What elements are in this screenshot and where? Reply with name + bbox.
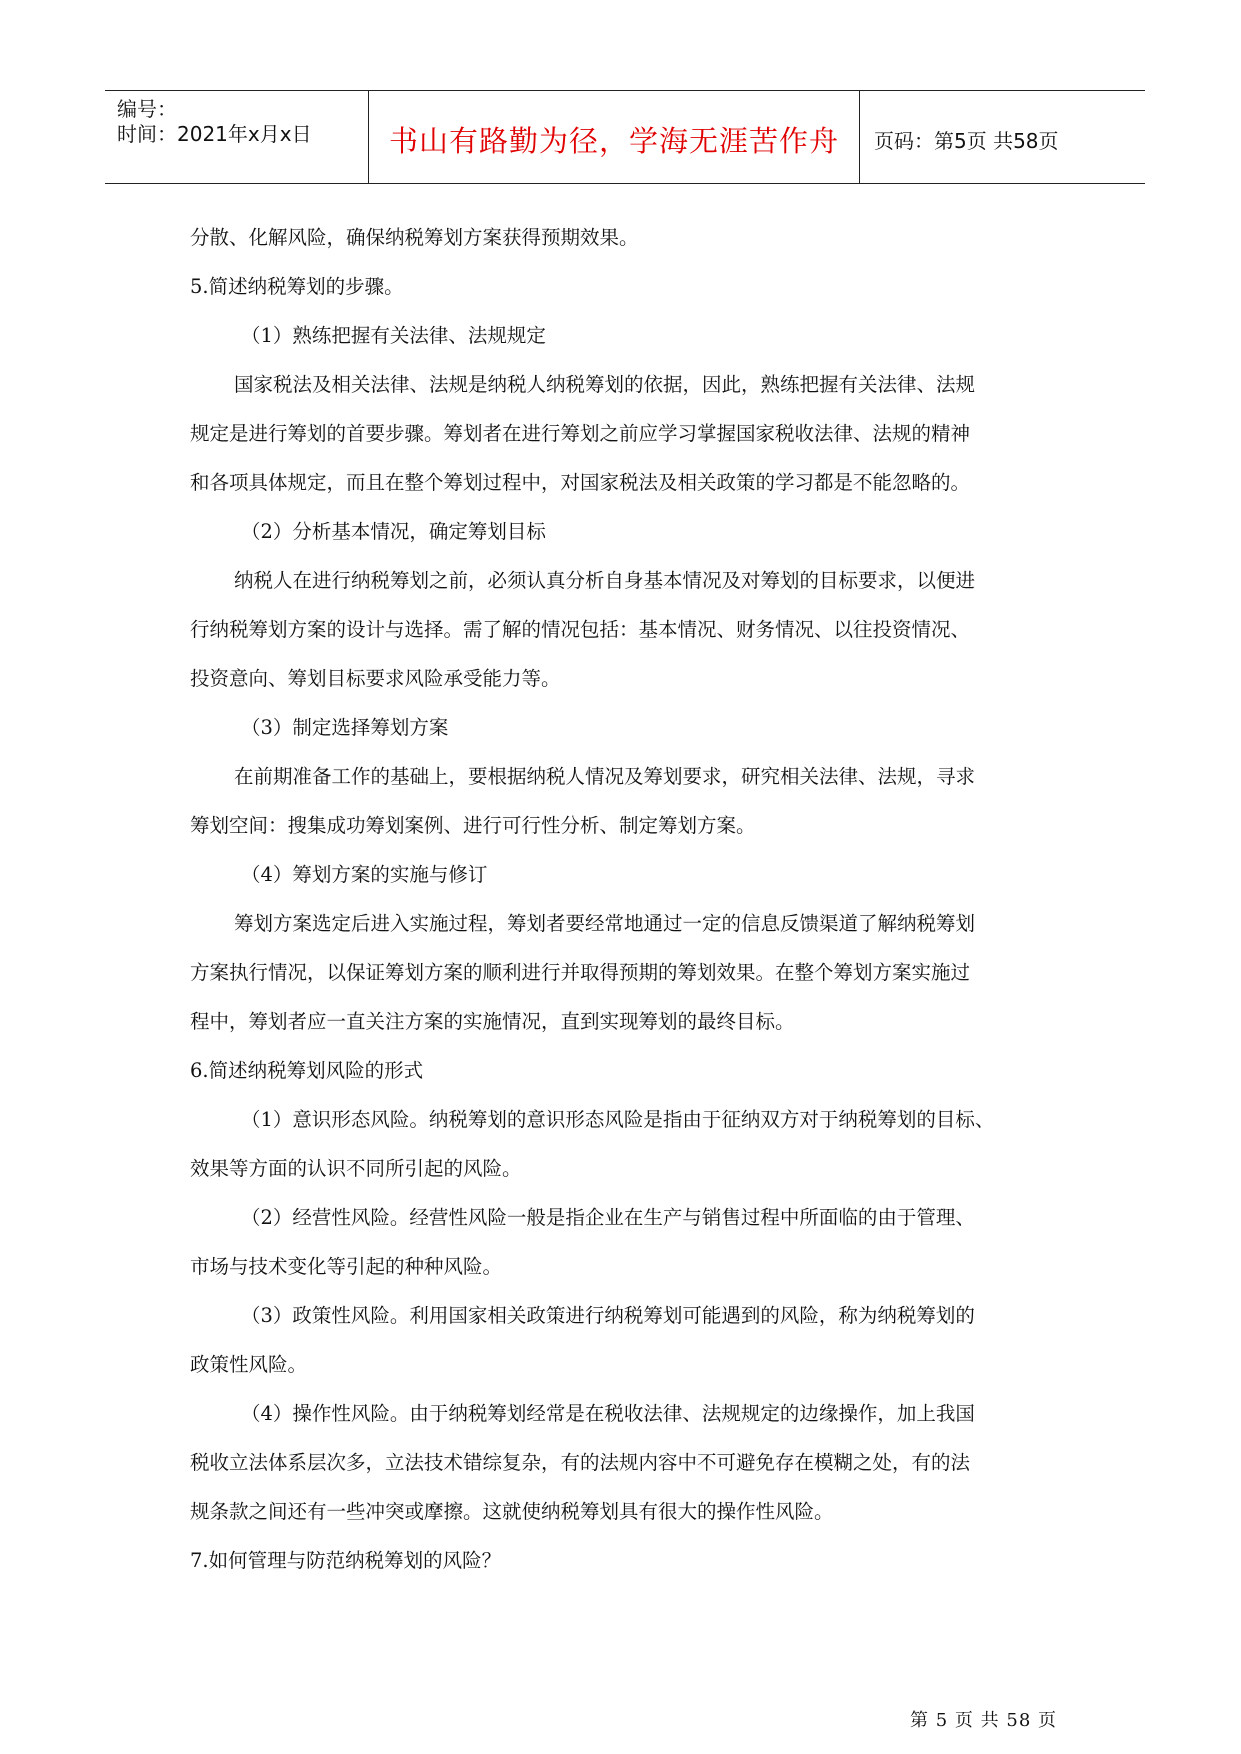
body-line: 分散、化解风险，确保纳税筹划方案获得预期效果。 — [190, 226, 639, 249]
header-right-cell — [860, 91, 1145, 183]
body-line: 程中，筹划者应一直关注方案的实施情况，直到实现筹划的最终目标。 — [190, 1010, 795, 1033]
body-line: 政策性风险。 — [190, 1353, 308, 1376]
body-line: 方案执行情况，以保证筹划方案的顺利进行并取得预期的筹划效果。在整个筹划方案实施过 — [190, 961, 971, 984]
document-number-label: 编号： — [117, 97, 177, 121]
section-heading: 6.简述纳税筹划风险的形式 — [190, 1059, 424, 1082]
body-line: 效果等方面的认识不同所引起的风险。 — [190, 1157, 522, 1180]
subsection-heading: （1）熟练把握有关法律、法规规定 — [241, 324, 546, 347]
document-header — [105, 90, 1145, 184]
section-heading: 5.简述纳税筹划的步骤。 — [190, 275, 404, 298]
body-line: 市场与技术变化等引起的种种风险。 — [190, 1255, 503, 1278]
body-line: 国家税法及相关法律、法规是纳税人纳税筹划的依据，因此，熟练把握有关法律、法规 — [234, 373, 976, 396]
document-time-label: 时间：2021年x月x日 — [117, 122, 312, 146]
header-left-cell — [105, 91, 369, 183]
body-line: 投资意向、筹划目标要求风险承受能力等。 — [190, 667, 561, 690]
body-line: 税收立法体系层次多，立法技术错综复杂，有的法规内容中不可避免存在模糊之处，有的法 — [190, 1451, 971, 1474]
header-page-info: 页码：第5页 共58页 — [874, 129, 1059, 153]
subsection-heading: （4）筹划方案的实施与修订 — [241, 863, 488, 886]
header-motto: 书山有路勤为径，学海无涯苦作舟 — [388, 124, 839, 158]
subsection-heading: （2）分析基本情况，确定筹划目标 — [241, 520, 546, 543]
body-line: 筹划方案选定后进入实施过程，筹划者要经常地通过一定的信息反馈渠道了解纳税筹划 — [234, 912, 976, 935]
body-line: 和各项具体规定，而且在整个筹划过程中，对国家税法及相关政策的学习都是不能忽略的。 — [190, 471, 971, 494]
body-line: 纳税人在进行纳税筹划之前，必须认真分析自身基本情况及对筹划的目标要求，以便进 — [234, 569, 976, 592]
body-line: （2）经营性风险。经营性风险一般是指企业在生产与销售过程中所面临的由于管理、 — [241, 1206, 975, 1229]
body-line: （3）政策性风险。利用国家相关政策进行纳税筹划可能遇到的风险，称为纳税筹划的 — [241, 1304, 975, 1327]
subsection-heading: （3）制定选择筹划方案 — [241, 716, 449, 739]
body-line: 在前期准备工作的基础上，要根据纳税人情况及筹划要求，研究相关法律、法规，寻求 — [234, 765, 976, 788]
document-body — [190, 213, 1075, 1585]
body-line: （1）意识形态风险。纳税筹划的意识形态风险是指由于征纳双方对于纳税筹划的目标、 — [241, 1108, 995, 1131]
page-footer: 第 5 页 共 58 页 — [910, 1710, 1057, 1731]
header-middle-cell — [369, 91, 860, 183]
body-line: 规定是进行筹划的首要步骤。筹划者在进行筹划之前应学习掌握国家税收法律、法规的精神 — [190, 422, 971, 445]
body-line: 规条款之间还有一些冲突或摩擦。这就使纳税筹划具有很大的操作性风险。 — [190, 1500, 834, 1523]
body-line: 筹划空间：搜集成功筹划案例、进行可行性分析、制定筹划方案。 — [190, 814, 756, 837]
section-heading: 7.如何管理与防范纳税筹划的风险？ — [190, 1549, 502, 1572]
body-line: （4）操作性风险。由于纳税筹划经常是在税收法律、法规规定的边缘操作，加上我国 — [241, 1402, 975, 1425]
body-line: 行纳税筹划方案的设计与选择。需了解的情况包括：基本情况、财务情况、以往投资情况、 — [190, 618, 971, 641]
